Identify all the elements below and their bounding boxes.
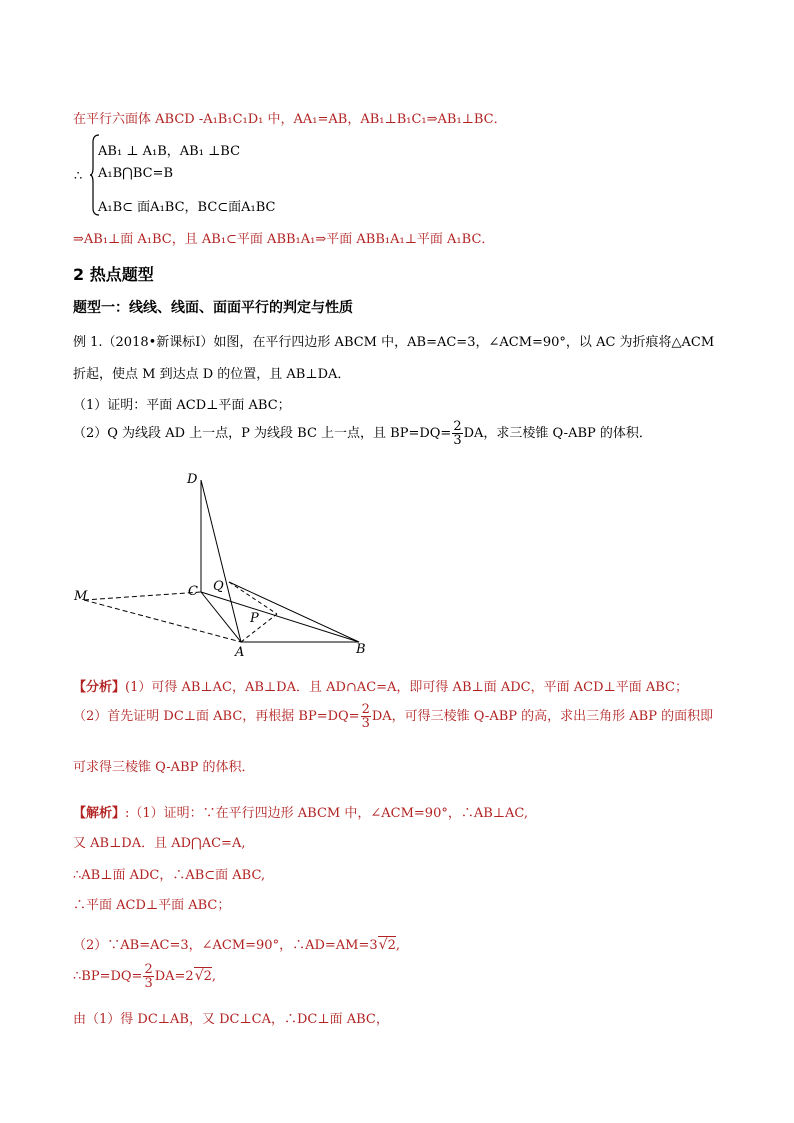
question-2-text-a: （2）Q 为线段 AD 上一点，P 为线段 BC 上一点，且 BP=DQ= (73, 426, 452, 441)
edge-QP (229, 582, 277, 614)
radicand: 2 (387, 938, 396, 953)
solution-line-7: 由（1）得 DC⊥AB，又 DC⊥CA，∴DC⊥面 ABC， (73, 1012, 389, 1027)
edge-AP (241, 614, 277, 642)
solution-line-3: ∴AB⊥面 ADC，∴AB⊂面 ABC, (73, 868, 266, 883)
type-title: 题型一：线线、线面、面面平行的判定与性质 (73, 300, 353, 316)
solution-fraction (143, 963, 153, 990)
fraction-denominator: 3 (144, 976, 153, 991)
solution-line-1 (73, 802, 528, 821)
solution-line-2: 又 AB⊥DA．且 AD⋂AC=A, (73, 836, 246, 851)
label-P: P (250, 611, 259, 626)
solution-tag: 【解析】 (73, 806, 126, 821)
fraction-numerator: 2 (144, 962, 153, 977)
solution-line-5 (73, 934, 400, 953)
label-C: C (188, 584, 198, 599)
analysis-text-1: (1）可得 AB⊥AC，AB⊥DA．且 AD∩AC=A，即可得 AB⊥面 ADC，平面 ACD⊥平面 ABC； (125, 680, 688, 695)
solution-text-5a: （2）∵AB=AC=3，∠ACM=90°，∴AD=AM=3 (73, 938, 378, 953)
section-heading: 2 热点题型 (73, 265, 154, 284)
fraction-two-thirds (452, 420, 462, 447)
solution-line-4: ∴平面 ACD⊥平面 ABC； (73, 898, 231, 913)
question-1: （1）证明：平面 ACD⊥平面 ABC； (73, 398, 291, 413)
label-D: D (187, 472, 198, 487)
solution-text-6c: , (211, 969, 217, 984)
fraction-denominator: 3 (453, 433, 462, 448)
solution-text-6b: DA=2 (154, 969, 194, 984)
brace-line-2: A₁B⋂BC=B (98, 166, 174, 181)
analysis-text-2a: （2）首先证明 DC⊥面 ABC，再根据 BP=DQ= (73, 709, 360, 724)
fraction-numerator: 2 (361, 702, 370, 717)
question-2 (73, 420, 652, 447)
edge-MA (84, 600, 241, 642)
edge-QB (229, 582, 359, 642)
example-line-1: 例 1.（2018•新课标Ⅰ）如图，在平行四边形 ABCM 中，AB=AC=3，∠ACM=90°，以 AC 为折痕将△ACM (73, 335, 715, 350)
analysis-line-3: 可求得三棱锥 Q-ABP 的体积． (73, 760, 255, 775)
sqrt-two: √2 (194, 968, 212, 984)
geometry-figure (70, 468, 380, 658)
solution-text-5b: , (395, 938, 400, 953)
analysis-fraction (361, 703, 371, 730)
analysis-line-2 (73, 703, 713, 730)
label-Q: Q (213, 579, 224, 594)
radicand: 2 (203, 969, 212, 984)
sqrt-two: √2 (378, 937, 396, 953)
solution-text-6a: ∴BP=DQ= (73, 969, 143, 984)
solution-line-6 (73, 963, 216, 990)
label-M: M (74, 589, 88, 604)
solution-text-1: :（1）证明：∵在平行四边形 ABCM 中，∠ACM=90°，∴AB⊥AC, (125, 806, 529, 821)
label-B: B (356, 642, 366, 657)
fraction-denominator: 3 (361, 716, 370, 731)
example-line-2: 折起，使点 M 到达点 D 的位置，且 AB⊥DA． (73, 367, 351, 382)
fraction-numerator: 2 (453, 419, 462, 434)
proof-line-1: 在平行六面体 ABCD -A₁B₁C₁D₁ 中，AA₁=AB，AB₁⊥B₁C₁⇒AB₁⊥BC． (73, 112, 507, 127)
edge-CB (201, 592, 359, 642)
label-A: A (235, 645, 245, 658)
therefore-symbol: ∴ (74, 169, 83, 184)
brace-line-3: A₁B⊂ 面A₁BC，BC⊂面A₁BC (98, 200, 276, 215)
question-2-text-b: DA，求三棱锥 Q-ABP 的体积． (463, 426, 652, 441)
analysis-line-1 (73, 676, 688, 695)
edge-MC (84, 592, 201, 600)
analysis-tag: 【分析】 (73, 680, 126, 695)
analysis-text-2b: DA，可得三棱锥 Q-ABP 的高，求出三角形 ABP 的面积即 (371, 709, 714, 724)
brace-line-1: AB₁ ⊥ A₁B，AB₁ ⊥BC (98, 144, 241, 159)
proof-line-5: ⇒AB₁⊥面 A₁BC，且 AB₁⊂平面 ABB₁A₁⇒平面 ABB₁A₁⊥平面 A₁BC． (73, 232, 495, 247)
